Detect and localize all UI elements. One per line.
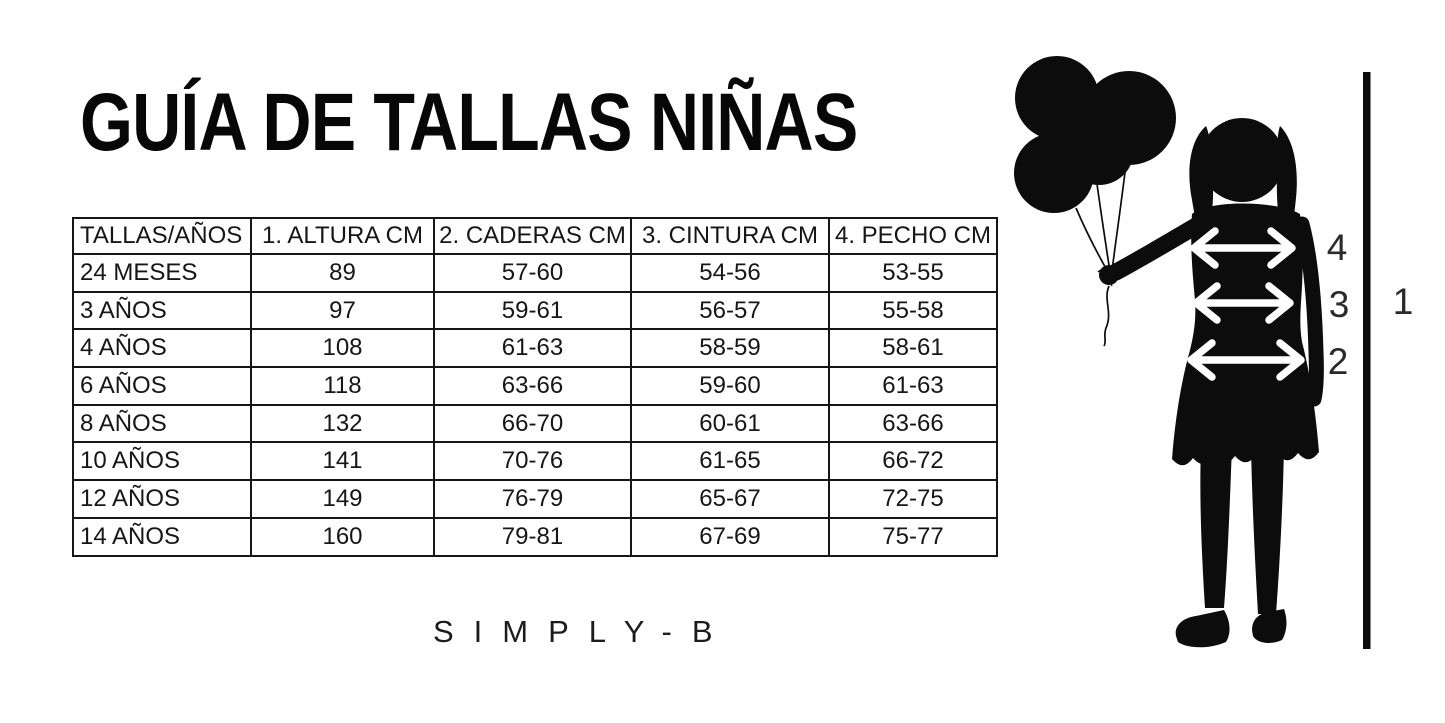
- table-cell: 70-76: [434, 442, 631, 480]
- balloons-icon: [1014, 56, 1176, 213]
- table-cell: 132: [251, 405, 434, 443]
- leg-left: [1200, 446, 1232, 608]
- column-header-cintura: 3. CINTURA CM: [631, 218, 829, 254]
- table-cell: 61-65: [631, 442, 829, 480]
- table-cell: 118: [251, 367, 434, 405]
- table-cell: 10 AÑOS: [73, 442, 251, 480]
- torso-and-skirt: [1172, 204, 1319, 466]
- table-cell: 53-55: [829, 254, 997, 292]
- table-cell: 56-57: [631, 292, 829, 330]
- column-header-caderas: 2. CADERAS CM: [434, 218, 631, 254]
- table-cell: 54-56: [631, 254, 829, 292]
- table-row: [73, 480, 997, 518]
- table-cell: 58-61: [829, 329, 997, 367]
- chest-measure-label: 4: [1326, 227, 1348, 268]
- table-row: [73, 329, 997, 367]
- table-row: [73, 292, 997, 330]
- table-cell: 8 AÑOS: [73, 405, 251, 443]
- table-cell: 75-77: [829, 518, 997, 556]
- table-cell: 89: [251, 254, 434, 292]
- table-cell: 108: [251, 329, 434, 367]
- table-cell: 63-66: [829, 405, 997, 443]
- table-cell: 3 AÑOS: [73, 292, 251, 330]
- table-cell: 58-59: [631, 329, 829, 367]
- leg-right: [1251, 446, 1284, 614]
- table-cell: 59-60: [631, 367, 829, 405]
- table-cell: 60-61: [631, 405, 829, 443]
- height-measure-label: 1: [1392, 281, 1414, 322]
- table-row: [73, 254, 997, 292]
- head: [1200, 118, 1284, 202]
- table-cell: 61-63: [434, 329, 631, 367]
- table-cell: 76-79: [434, 480, 631, 518]
- girl-silhouette: [1099, 118, 1319, 647]
- table-cell: 79-81: [434, 518, 631, 556]
- table-row: [73, 367, 997, 405]
- table-header-row: [73, 218, 997, 254]
- table-cell: 66-70: [434, 405, 631, 443]
- table-cell: 149: [251, 480, 434, 518]
- column-header-tallas: TALLAS/AÑOS: [73, 218, 251, 254]
- column-header-altura: 1. ALTURA CM: [251, 218, 434, 254]
- hand: [1099, 265, 1119, 285]
- hips-measure-label: 2: [1327, 341, 1349, 382]
- waist-measure-label: 3: [1328, 284, 1350, 325]
- table-cell: 55-58: [829, 292, 997, 330]
- shoe-right: [1252, 609, 1286, 643]
- column-header-pecho: 4. PECHO CM: [829, 218, 997, 254]
- shoe-left: [1176, 610, 1230, 647]
- table-cell: 12 AÑOS: [73, 480, 251, 518]
- table-cell: 61-63: [829, 367, 997, 405]
- arm-holding-balloons: [1116, 226, 1196, 272]
- table-cell: 59-61: [434, 292, 631, 330]
- table-row: [73, 518, 997, 556]
- table-cell: 72-75: [829, 480, 997, 518]
- table-cell: 160: [251, 518, 434, 556]
- table-row: [73, 442, 997, 480]
- table-cell: 24 MESES: [73, 254, 251, 292]
- table-cell: 57-60: [434, 254, 631, 292]
- table-cell: 14 AÑOS: [73, 518, 251, 556]
- girl-silhouette-illustration: [1000, 40, 1445, 723]
- table-cell: 63-66: [434, 367, 631, 405]
- table-row: [73, 405, 997, 443]
- table-cell: 67-69: [631, 518, 829, 556]
- table-cell: 4 AÑOS: [73, 329, 251, 367]
- size-table: [72, 217, 998, 557]
- page-title: GUÍA DE TALLAS NIÑAS: [80, 77, 858, 168]
- table-cell: 97: [251, 292, 434, 330]
- table-cell: 141: [251, 442, 434, 480]
- table-cell: 66-72: [829, 442, 997, 480]
- table-cell: 65-67: [631, 480, 829, 518]
- height-line: [1363, 72, 1371, 649]
- brand-logo: SIMPLY-B: [433, 614, 733, 649]
- table-cell: 6 AÑOS: [73, 367, 251, 405]
